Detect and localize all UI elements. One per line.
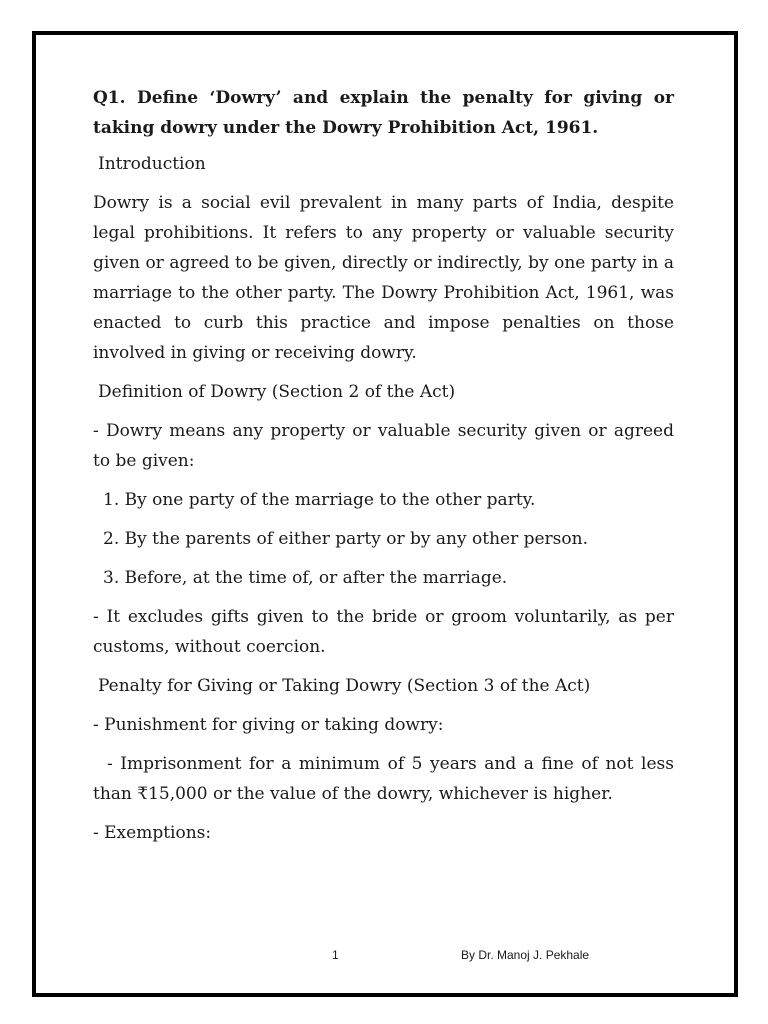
document-body: [93, 83, 674, 857]
definition-title: Definition of Dowry (Section 2 of the Act): [98, 382, 456, 402]
footer-author: By Dr. Manoj J. Pekhale: [461, 948, 590, 962]
exemptions-label: - Exemptions:: [93, 823, 212, 843]
question-heading: Q1. Define ‘Dowry’ and explain the penalty for giving or taking dowry under the Dowry Prohibition Act, 1961.: [93, 88, 674, 138]
penalty-detail: - Imprisonment for a minimum of 5 years and a fine of not less than ₹15,000 or the value of the dowry, whichever is higher.: [93, 754, 674, 804]
definition-intro: - Dowry means any property or valuable security given or agreed to be given:: [93, 421, 674, 471]
definition-exclusion: - It excludes gifts given to the bride or groom voluntarily, as per customs, without coercion.: [93, 607, 674, 657]
definition-item-2: 2. By the parents of either party or by any other person.: [103, 529, 588, 549]
page-number: 1: [332, 948, 339, 962]
introduction-title: Introduction: [98, 154, 206, 174]
definition-item-3: 3. Before, at the time of, or after the marriage.: [103, 568, 508, 588]
penalty-intro: - Punishment for giving or taking dowry:: [93, 715, 444, 735]
introduction-paragraph: Dowry is a social evil prevalent in many parts of India, despite legal prohibitions. It refers to any property or valuable security given or agreed to be given, directly or indirectly, by one party in a marriage to the other party. The Dowry Prohibition Act, 1961, was enacted to curb this practice and impose penalties on those involved in giving or receiving dowry.: [93, 193, 674, 363]
penalty-title: Penalty for Giving or Taking Dowry (Section 3 of the Act): [98, 676, 591, 696]
definition-item-1: 1. By one party of the marriage to the other party.: [103, 490, 536, 510]
